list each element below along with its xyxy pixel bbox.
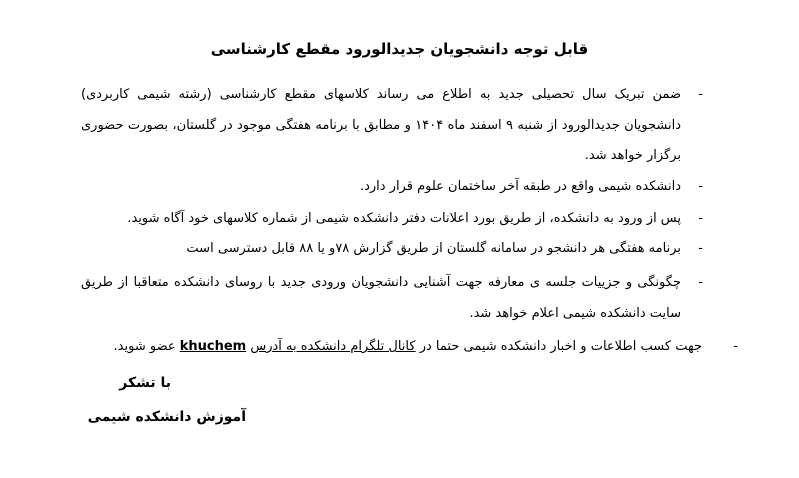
bullet-dash: - <box>698 87 703 102</box>
list-item-telegram <box>62 334 738 360</box>
page-title: قابل توجه دانشجویان جدیدالورود مقطع کارشناسی <box>210 40 589 58</box>
list-item-location <box>81 172 703 203</box>
list-item-text: چگونگی و جزییات جلسه ی معارفه جهت آشنایی دانشجویان ورودی جدید با روسای دانشکده متعاقبا از طریق سایت دانشکده شیمی اعلام خواهد شد. <box>81 275 681 321</box>
telegram-suffix-text: عضو شوید. <box>113 339 176 354</box>
bullet-dash: - <box>698 179 703 194</box>
signature-thanks: با تشکر <box>119 375 171 391</box>
list-item-text: ضمن تبریک سال تحصیلی جدید به اطلاع می رساند کلاسهای مقطع کارشناسی (رشته شیمی کاربردی) دانشجویان جدیدالورود از شنبه ۹ اسفند ماه ۱۴۰۴ و مطابق با برنامه هفتگی موجود در گلستان، بصورت حضوری برگزار خواهد شد. <box>81 87 681 163</box>
bullet-dash: - <box>698 211 703 226</box>
list-item-schedule <box>81 80 703 172</box>
list-item-text: برنامه هفتگی هر دانشجو در سامانه گلستان از طریق گزارش ۷۸و یا ۸۸ قابل دسترسی است <box>186 241 681 256</box>
list-item-text: پس از ورود به دانشکده، از طریق بورد اعلانات دفتر دانشکده شیمی از شماره کلاسهای خود آگاه شوید. <box>127 211 681 226</box>
list-item-classrooms <box>81 204 703 235</box>
telegram-channel-link[interactable]: کانال تلگرام دانشکده به آدرس <box>250 339 416 354</box>
bullet-dash: - <box>698 241 703 256</box>
signature-office: آموزش دانشکده شیمی <box>87 409 246 425</box>
telegram-channel-name[interactable]: khuchem <box>179 339 247 354</box>
telegram-prefix-text: جهت کسب اطلاعات و اخبار دانشکده شیمی حتما در <box>419 339 702 354</box>
bullet-dash: - <box>698 275 703 290</box>
list-item-orientation <box>81 268 703 329</box>
list-item-weekly-program <box>81 234 703 265</box>
list-item-text: دانشکده شیمی واقع در طبقه آخر ساختمان علوم قرار دارد. <box>359 179 681 194</box>
bullet-dash: - <box>733 339 738 354</box>
